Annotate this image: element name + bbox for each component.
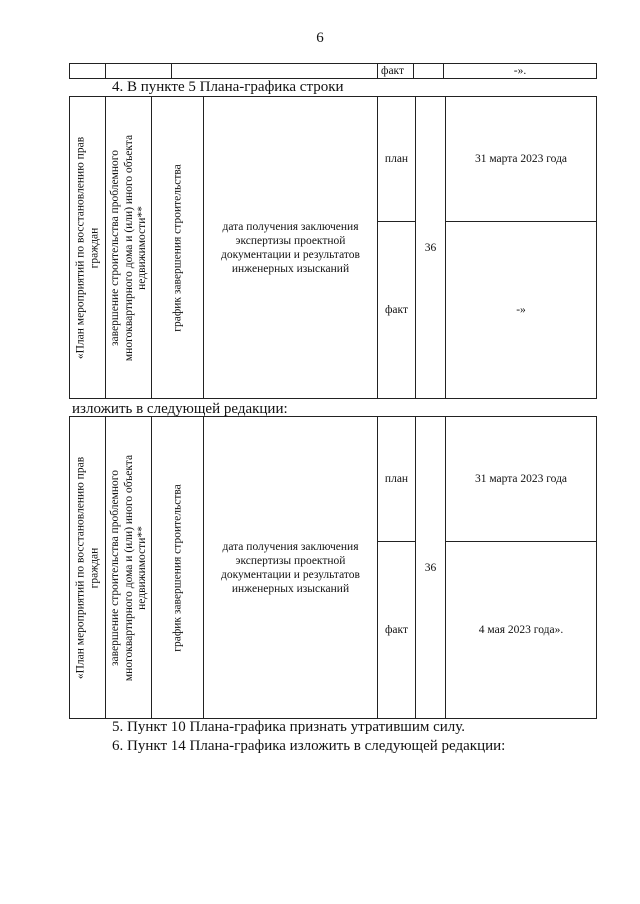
number-cell: 36 [416,97,446,399]
item-6-text: 6. Пункт 14 Плана-графика изложить в следующей редакции: [112,738,506,754]
col1-line1: «План мероприятий по восстановлению прав [74,136,86,359]
col3-text: график завершения строительства [170,163,183,332]
number-cell: 36 [416,417,446,719]
col-completion [106,97,152,399]
table-old-version [69,96,597,399]
col-schedule [152,97,204,399]
cell-empty [106,64,172,79]
description-cell: дата получения заключения экспертизы проектной документации и результатов инженерных изысканий [204,417,378,719]
col-schedule [152,417,204,719]
fact-label: факт [378,64,414,79]
page-number: 6 [316,30,324,46]
col1-line1: «План мероприятий по восстановлению прав [74,456,86,679]
cell-empty [70,64,106,79]
plan-label: план [378,97,416,222]
description-cell: дата получения заключения экспертизы проектной документации и результатов инженерных изысканий [204,97,378,399]
cell-empty [414,64,444,79]
plan-value: 31 марта 2023 года [446,417,597,542]
col2-line2: многоквартирного дома и (или) иного объекта [121,454,134,681]
col2-line1: завершение строительства проблемного [108,149,121,346]
fact-value: -» [446,222,597,399]
cell-empty [172,64,378,79]
table-new-version [69,416,597,719]
col3-text: график завершения строительства [170,483,183,652]
col2-line3: недвижимости** [135,205,148,290]
fact-label: факт [378,542,416,719]
col-plan-of-measures [70,97,106,399]
col2-line2: многоквартирного дома и (или) иного объекта [121,134,134,361]
item-5-text: 5. Пункт 10 Плана-графика признать утратившим силу. [112,719,466,735]
plan-value: 31 марта 2023 года [446,97,597,222]
fact-label: факт [378,222,416,399]
fact-value: 4 мая 2023 года». [446,542,597,719]
item-4-text: 4. В пункте 5 Плана-графика строки [112,79,344,95]
col2-line1: завершение строительства проблемного [108,469,121,666]
col1-line2: граждан [87,547,100,588]
col2-line3: недвижимости** [135,525,148,610]
continuation-row-table [69,63,597,79]
plan-label: план [378,417,416,542]
col-completion [106,417,152,719]
col-plan-of-measures [70,417,106,719]
col1-line2: граждан [87,227,100,268]
fact-value: -». [444,64,597,79]
middle-text: изложить в следующей редакции: [72,401,288,417]
